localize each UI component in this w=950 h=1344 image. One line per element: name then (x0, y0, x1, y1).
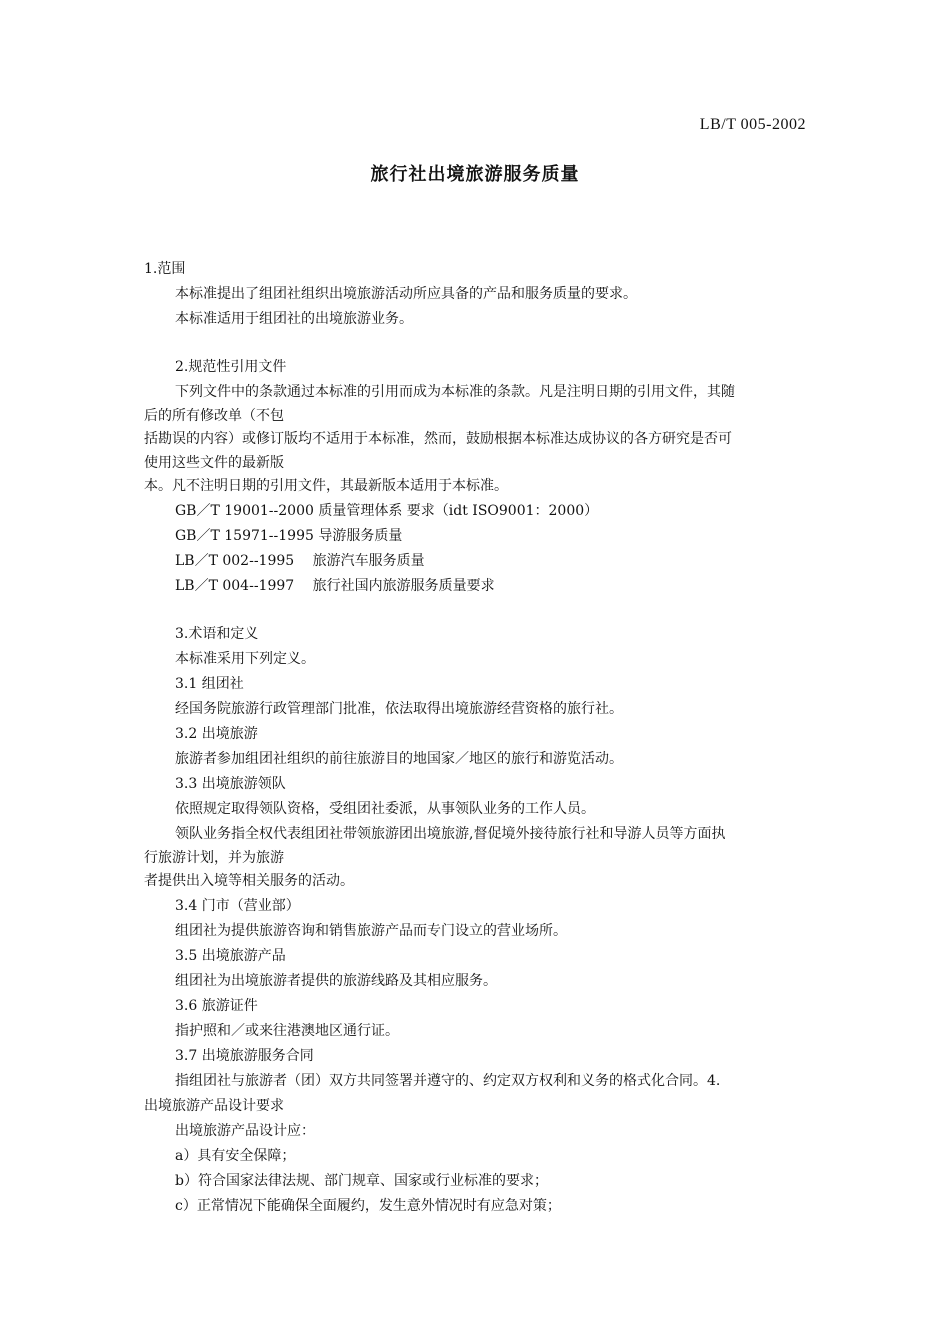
term-definition-line: 行旅游计划，并为旅游 (144, 850, 284, 866)
term-definition: 组团社为出境旅游者提供的旅游线路及其相应服务。 (175, 973, 497, 989)
list-item: b）符合国家法律法规、部门规章、国家或行业标准的要求； (175, 1173, 548, 1189)
paragraph-line: 下列文件中的条款通过本标准的引用而成为本标准的条款。凡是注明日期的引用文件，其随 (175, 384, 735, 400)
term-heading: 3.5 出境旅游产品 (175, 948, 286, 964)
paragraph-line: 括勘误的内容）或修订版均不适用于本标准，然而，鼓励根据本标准达成协议的各方研究是否可 (144, 431, 732, 447)
term-definition-line: 领队业务指全权代表组团社带领旅游团出境旅游,督促境外接待旅行社和导游人员等方面执 (175, 826, 726, 842)
paragraph: 本标准适用于组团社的出境旅游业务。 (175, 311, 413, 327)
term-definition: 经国务院旅游行政管理部门批准，依法取得出境旅游经营资格的旅行社。 (175, 701, 623, 717)
term-definition-line: 者提供出入境等相关服务的活动。 (144, 873, 354, 889)
term-heading: 3.6 旅游证件 (175, 998, 258, 1014)
section-1-heading: 1.范围 (144, 261, 186, 277)
section-4-heading: 出境旅游产品设计要求 (144, 1098, 284, 1114)
term-definition: 组团社为提供旅游咨询和销售旅游产品而专门设立的营业场所。 (175, 923, 567, 939)
reference-item: GB／T 15971--1995 导游服务质量 (175, 528, 403, 544)
list-item: c）正常情况下能确保全面履约，发生意外情况时有应急对策； (175, 1198, 561, 1214)
spacer (144, 332, 808, 355)
list-item: a）具有安全保障； (175, 1148, 296, 1164)
reference-item: LB／T 004--1997 旅行社国内旅游服务质量要求 (175, 578, 495, 594)
paragraph: 本标准提出了组团社组织出境旅游活动所应具备的产品和服务质量的要求。 (175, 286, 637, 302)
document-body (144, 257, 808, 1219)
reference-item: LB／T 002--1995 旅游汽车服务质量 (175, 553, 425, 569)
reference-item: GB／T 19001--2000 质量管理体系 要求（idt ISO9001：2000） (175, 503, 599, 519)
section-3-heading: 3.术语和定义 (175, 626, 259, 642)
paragraph-line: 后的所有修改单（不包 (144, 408, 284, 424)
term-heading: 3.1 组团社 (175, 676, 244, 692)
term-definition: 旅游者参加组团社组织的前往旅游目的地国家／地区的旅行和游览活动。 (175, 751, 623, 767)
term-definition-line: 指组团社与旅游者（团）双方共同签署并遵守的、约定双方权利和义务的格式化合同。4. (175, 1073, 721, 1089)
spacer (144, 599, 808, 622)
paragraph: 出境旅游产品设计应： (175, 1123, 315, 1139)
term-heading: 3.2 出境旅游 (175, 726, 258, 742)
section-2-heading: 2.规范性引用文件 (175, 359, 287, 375)
term-definition: 依照规定取得领队资格，受组团社委派，从事领队业务的工作人员。 (175, 801, 595, 817)
paragraph-line: 使用这些文件的最新版 (144, 455, 284, 471)
document-title: 旅行社出境旅游服务质量 (370, 164, 580, 185)
term-definition: 指护照和／或来往港澳地区通行证。 (175, 1023, 399, 1039)
standard-code: LB/T 005-2002 (699, 116, 806, 133)
paragraph-line: 本。凡不注明日期的引用文件，其最新版本适用于本标准。 (144, 478, 508, 494)
term-heading: 3.3 出境旅游领队 (175, 776, 286, 792)
term-heading: 3.4 门市（营业部） (175, 898, 300, 914)
paragraph: 本标准采用下列定义。 (175, 651, 315, 667)
term-heading: 3.7 出境旅游服务合同 (175, 1048, 314, 1064)
